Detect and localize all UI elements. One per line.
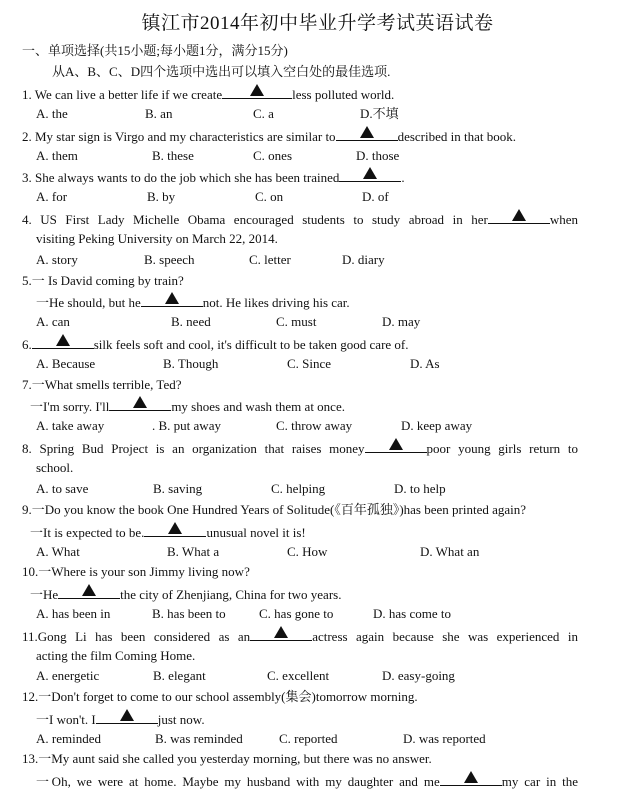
option-c[interactable]: C. has gone to — [259, 606, 334, 621]
question-9: 9.一Do you know the book One Hundred Years of Solitude(《百年孤独》)has been printed again? — [22, 502, 527, 517]
question-text: my shoes and wash them at once. — [171, 399, 345, 414]
option-b[interactable]: B. has been to — [152, 606, 226, 621]
question-text: the city of Zhenjiang, China for two years. — [120, 587, 342, 602]
option-c[interactable]: C. letter — [249, 252, 291, 267]
question-text: visiting Peking University on March 22, 2014. — [36, 231, 278, 246]
option-d[interactable]: D. keep away — [401, 418, 473, 433]
option-b[interactable]: B. saving — [153, 481, 203, 496]
option-c[interactable]: C. helping — [271, 481, 326, 496]
question-text: 一I'm sorry. I'll — [30, 399, 110, 414]
answer-blank[interactable] — [222, 85, 292, 99]
question-text: school. — [36, 460, 74, 475]
question-7: 7.一What smells terrible, Ted? — [22, 377, 182, 392]
option-c[interactable]: C. a — [253, 106, 274, 121]
triangle-icon — [82, 584, 96, 596]
question-text: . — [401, 170, 405, 185]
option-a[interactable]: A. has been in — [36, 606, 111, 621]
option-d[interactable]: D. What an — [420, 544, 480, 559]
option-d[interactable]: D. has come to — [373, 606, 451, 621]
option-b[interactable]: B. need — [171, 314, 211, 329]
answer-blank[interactable] — [336, 127, 398, 141]
answer-blank[interactable] — [440, 772, 502, 786]
option-a[interactable]: A. take away — [36, 418, 105, 433]
option-b[interactable]: B. by — [147, 189, 176, 204]
option-d[interactable]: D. diary — [342, 252, 385, 267]
answer-blank[interactable] — [339, 168, 401, 182]
question-text: 一Oh, we were at home. Maybe my husband with my daughter and me — [36, 774, 440, 789]
question-text: unusual novel it is! — [206, 525, 306, 540]
option-d[interactable]: D. may — [382, 314, 421, 329]
question-5: 5.一 Is David coming by train? — [22, 273, 184, 288]
question-9-response — [30, 523, 306, 541]
option-a[interactable]: A. them — [36, 148, 78, 163]
answer-blank[interactable] — [250, 627, 312, 641]
triangle-icon — [56, 334, 70, 346]
option-a[interactable]: A. energetic — [36, 668, 100, 683]
question-text: 8. Spring Bud Project is an organization that raises money — [22, 441, 365, 456]
question-text: acting the film Coming Home. — [36, 648, 196, 663]
question-10-response — [30, 585, 341, 603]
question-text: 一I won't. I — [36, 712, 96, 727]
question-text: my car in the — [501, 774, 578, 789]
answer-blank[interactable] — [365, 439, 427, 453]
option-d[interactable]: D. those — [356, 148, 400, 163]
option-b[interactable]: B. What a — [167, 544, 220, 559]
question-text: actress again because she was experienced in — [312, 629, 578, 644]
question-text: 一He should, but he — [36, 295, 141, 310]
triangle-icon — [360, 126, 374, 138]
option-b[interactable]: B. an — [145, 106, 173, 121]
question-8 — [22, 439, 578, 457]
option-c[interactable]: C. throw away — [276, 418, 353, 433]
question-text: 2. My star sign is Virgo and my characteristics are similar to — [22, 129, 336, 144]
exam-title: 镇江市2014年初中毕业升学考试英语试卷 — [141, 13, 494, 34]
answer-blank[interactable] — [141, 293, 203, 307]
question-3 — [22, 168, 405, 186]
option-d[interactable]: D. to help — [394, 481, 446, 496]
question-2 — [22, 127, 516, 145]
option-c[interactable]: C. on — [255, 189, 284, 204]
question-text: 4. US First Lady Michelle Obama encouraged students to study abroad in her — [22, 212, 488, 227]
option-b[interactable]: B. Though — [163, 356, 219, 371]
triangle-icon — [250, 84, 264, 96]
triangle-icon — [120, 709, 134, 721]
answer-blank[interactable] — [32, 335, 94, 349]
section-heading: 一、单项选择(共15小题;每小题1分，满分15分) — [22, 43, 288, 58]
question-text: 3. She always wants to do the job which she has been trained — [22, 170, 340, 185]
answer-blank[interactable] — [144, 523, 206, 537]
triangle-icon — [168, 522, 182, 534]
question-text: less polluted world. — [292, 87, 395, 102]
option-a[interactable]: A. for — [36, 189, 68, 204]
question-text: described in that book. — [397, 129, 516, 144]
question-text: 一It is expected to be. — [30, 525, 145, 540]
option-c[interactable]: C. reported — [279, 731, 338, 746]
option-a[interactable]: A. Because — [36, 356, 96, 371]
option-a[interactable]: A. What — [36, 544, 80, 559]
question-text: 1. We can live a better life if we create — [22, 87, 223, 102]
option-d[interactable]: D. of — [362, 189, 389, 204]
option-a[interactable]: A. reminded — [36, 731, 101, 746]
question-13-response — [36, 772, 578, 790]
option-c[interactable]: C. How — [287, 544, 328, 559]
question-7-response — [30, 397, 345, 415]
option-c[interactable]: C. excellent — [267, 668, 330, 683]
question-text: when — [549, 212, 578, 227]
question-text: poor young girls return to — [426, 441, 578, 456]
option-b[interactable]: . B. put away — [152, 418, 221, 433]
question-6 — [22, 335, 409, 353]
option-d[interactable]: D. easy-going — [382, 668, 455, 683]
option-b[interactable]: B. was reminded — [155, 731, 243, 746]
option-a[interactable]: A. story — [36, 252, 78, 267]
triangle-icon — [389, 438, 403, 450]
answer-blank[interactable] — [96, 710, 158, 724]
triangle-icon — [274, 626, 288, 638]
question-4 — [22, 210, 578, 228]
question-1 — [22, 85, 394, 103]
question-12-response — [36, 710, 205, 728]
answer-blank[interactable] — [58, 585, 120, 599]
question-text: silk feels soft and cool, it's difficult to be taken good care of. — [93, 337, 409, 352]
option-c[interactable]: C. ones — [253, 148, 292, 163]
triangle-icon — [512, 209, 526, 221]
answer-blank[interactable] — [488, 210, 550, 224]
answer-blank[interactable] — [109, 397, 171, 411]
question-5-response — [36, 293, 350, 311]
question-text: 11.Gong Li has been considered as an — [22, 629, 251, 644]
triangle-icon — [165, 292, 179, 304]
option-b[interactable]: B. elegant — [153, 668, 206, 683]
triangle-icon — [363, 167, 377, 179]
triangle-icon — [464, 771, 478, 783]
question-text: 一He — [30, 587, 59, 602]
option-c[interactable]: C. must — [276, 314, 317, 329]
option-d[interactable]: D. As — [410, 356, 440, 371]
option-a[interactable]: A. the — [36, 106, 68, 121]
option-a[interactable]: A. can — [36, 314, 70, 329]
question-13: 13.一My aunt said she called you yesterday morning, but there was no answer. — [22, 751, 432, 766]
section-instruction: 从A、B、C、D四个选项中选出可以填入空白处的最佳选项. — [52, 64, 391, 79]
question-text: just now. — [157, 712, 205, 727]
option-d[interactable]: D.不填 — [360, 106, 399, 121]
question-text: 6. — [22, 337, 32, 352]
question-text: not. He likes driving his car. — [202, 295, 350, 310]
question-11 — [22, 627, 578, 645]
question-12: 12.一Don't forget to come to our school assembly(集会)tomorrow morning. — [22, 689, 418, 704]
option-b[interactable]: B. these — [152, 148, 194, 163]
option-c[interactable]: C. Since — [287, 356, 332, 371]
triangle-icon — [133, 396, 147, 408]
option-a[interactable]: A. to save — [36, 481, 89, 496]
option-d[interactable]: D. was reported — [403, 731, 486, 746]
option-b[interactable]: B. speech — [144, 252, 195, 267]
question-10: 10.一Where is your son Jimmy living now? — [22, 564, 250, 579]
